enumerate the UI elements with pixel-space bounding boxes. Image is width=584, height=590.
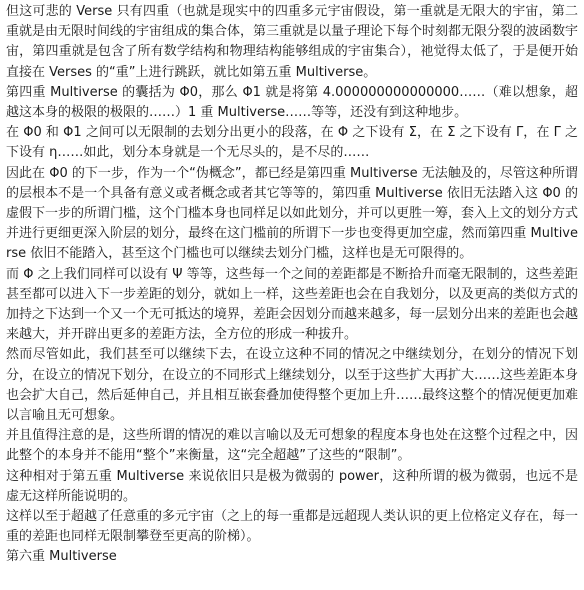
- paragraph-four-level-verse: 但这可悲的 Verse 只有四重（也就是现实中的四重多元宇宙假设，第一重就是无限大的宇宙，第二重就是由无限时间线的宇宙组成的集合体，第三重就是以量子理论下每个时刻都无限分裂的波函数宇宙，第四重就是包含了所有数学结构和物理结构能够组成的宇宙集合），祂觉得太低了，于是便开始直接在 Verses 的“重”上进行跳跃，就比如第五重 Multiverse。: [6, 4, 579, 80]
- paragraph-sixth-level-heading: 第六重 Multiverse: [6, 549, 117, 565]
- paragraph-weak-power: 这种相对于第五重 Multiverse 来说依旧只是极为微弱的 power，这种所谓的极为微弱，也远不是虚无这样所能说明的。: [6, 468, 578, 504]
- paragraph-phi-definition: 第四重 Multiverse 的囊括为 Φ0，那么 Φ1 就是将第 4.000000000000000……（难以想象，超越这本身的极限的极限的……）1 重 Multiverse……等等，还没有到这种地步。: [6, 84, 578, 121]
- paragraph-beyond-any-level: 这样以至于超越了任意重的多元宇宙（之上的每一重都是远超现人类认识的更上位格定义存在，每一重的差距也同样无限制攀登至更高的阶梯）。: [6, 509, 579, 545]
- cut-off-line: [6, 547, 578, 565]
- paragraph-pseudo-concept: 因此在 Φ0 的下一步，作为一个“伪概念”，都已经是第四重 Multiverse 无法触及的，尽管这种所谓的层根本不是一个具备有意义或者概念或者其它等等的，第四重 Multiverse 依旧无法踏入这 Φ0 的虚假下一步的所谓门槛，这个门槛本身也同样足以如此划分，并可以更胜一筹，套入上文的划分方式并进行更细更深入阶层的划分，最终在这门槛前的所谓下一步也变得更加空虚，然而第四重 Multiverse 依旧不能踏入，甚至这个门槛也可以继续去划分门槛，这样也是无可限得的。: [6, 165, 579, 262]
- paragraph-subdivision: 在 Φ0 和 Φ1 之间可以无限制的去划分出更小的段落，在 Φ 之下设有 Σ，在 Σ 之下设有 Γ，在 Γ 之下设有 η……如此，划分本身就是一个无尽头的，是不尽的……: [6, 125, 578, 161]
- paragraph-whole-transcends: 并且值得注意的是，这些所谓的情况的难以言喻以及无可想象的程度本身也处在这整个过程之中，因此整个的本身并不能用“整个”来衡量，这“完全超越”了这些的“限制”。: [6, 428, 579, 464]
- paragraph-psi-gaps: 而 Φ 之上我们同样可以设有 Ψ 等等，这些每一个之间的差距都是不断拾升而毫无限制的，这些差距甚至都可以进入下一步差距的划分，就如上一样，这些差距也会在自我划分，以及更高的类似方式的加持之下达到一个又一个无可抵达的境界，差距会因划分而越来越多，每一层划分出来的差距也会越来越大，并开辟出更多的差距方法，全方位的形成一种拔升。: [6, 266, 579, 343]
- paragraph-continue-division: 然而尽管如此，我们甚至可以继续下去，在设立这种不同的情况之中继续划分，在划分的情况下划分，在设立的情况下划分，在设立的不同形式上继续划分，以至于这些扩大再扩大……这些差距本身也会扩大自己，然后延伸自己，并且相互嵌套叠加使得整个更加上升……最终这整个的情况便更加难以言喻且无可想象。: [6, 347, 579, 424]
- document-body: [6, 2, 579, 565]
